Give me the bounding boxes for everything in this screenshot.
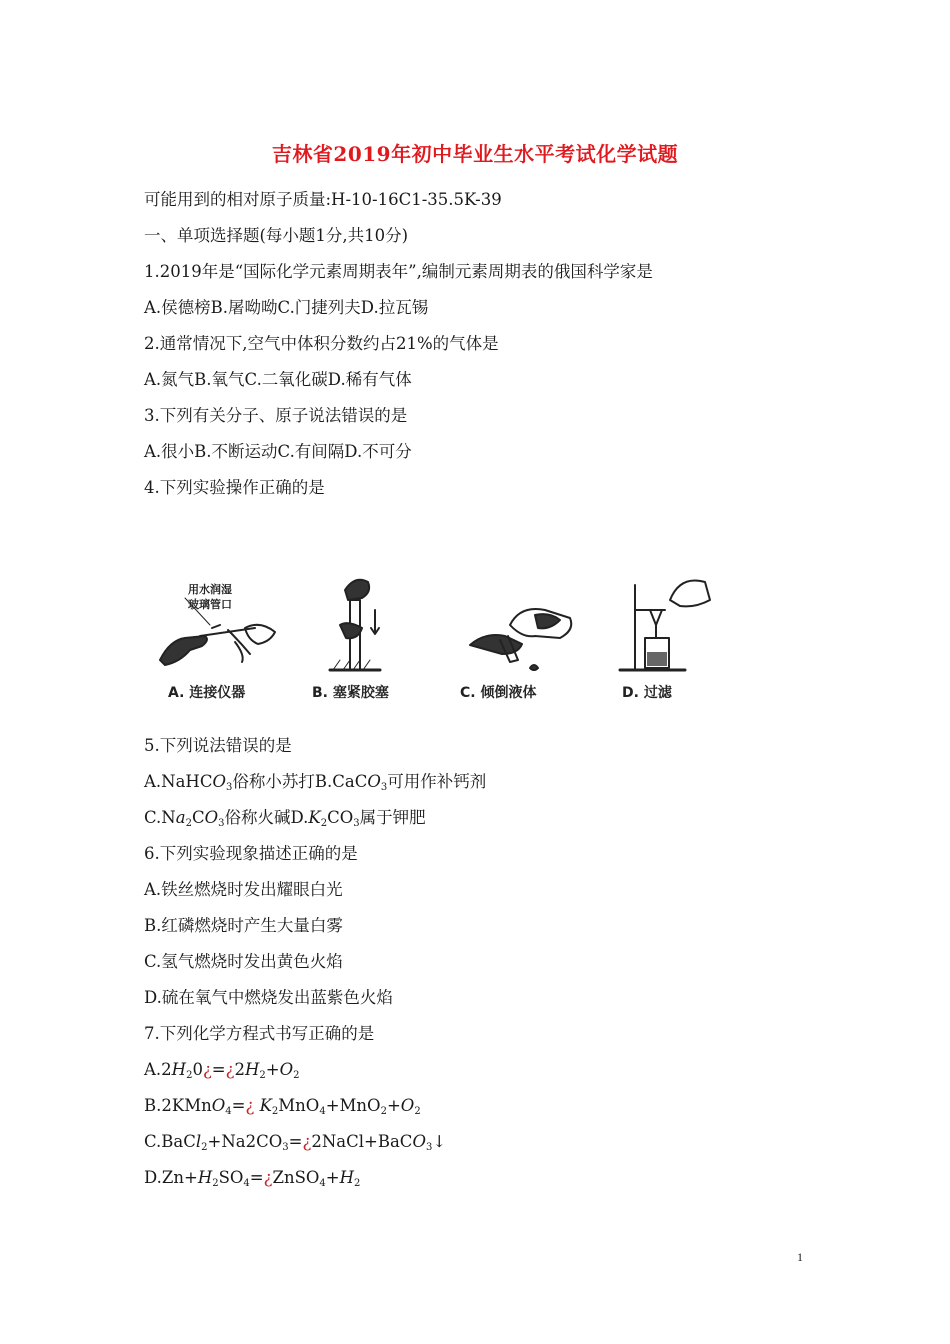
q6-option-a: A.铁丝燃烧时发出耀眼白光: [144, 880, 343, 899]
atomic-mass-note: 可能用到的相对原子质量:H-10-16C1-35.5K-39: [144, 190, 502, 209]
figure-note-line2: 玻璃管口: [188, 598, 232, 611]
q1-options: A.侯德榜B.屠呦呦C.门捷列夫D.拉瓦锡: [144, 298, 429, 317]
q7-option-c: $C.BaCl_2+Na2CO_3=¿2NaCl+BaCO_3↓$: [144, 1132, 447, 1153]
figure-note: [188, 582, 232, 612]
q3-stem: 3.下列有关分子、原子说法错误的是: [144, 406, 408, 425]
q5-line1: A.NaHCO$_3$俗称小苏打B.CaCO$_3$可用作补钙剂: [144, 772, 487, 793]
q2-options: A.氮气B.氧气C.二氧化碳D.稀有气体: [144, 370, 412, 389]
q6-option-c: C.氢气燃烧时发出黄色火焰: [144, 952, 343, 971]
figure-note-line1: 用水润湿: [188, 583, 232, 596]
q4-figure: [150, 570, 730, 705]
caption-c: C. 倾倒液体: [460, 685, 537, 701]
caption-d: D. 过滤: [622, 685, 672, 701]
page-title: 吉林省2019年初中毕业生水平考试化学试题: [271, 142, 679, 166]
q2-stem: 2.通常情况下,空气中体积分数约占21%的气体是: [144, 334, 499, 353]
q4-stem: 4.下列实验操作正确的是: [144, 478, 325, 497]
q7-option-a: $A.2H_20¿=¿2H_2+O_2$: [144, 1060, 300, 1081]
q7-stem: 7.下列化学方程式书写正确的是: [144, 1024, 375, 1043]
q1-stem: 1.2019年是“国际化学元素周期表年”,编制元素周期表的俄国科学家是: [144, 262, 653, 281]
q5-line2: $C.Na_2CO_3$俗称火碱$D.K_2CO_3$属于钾肥: [144, 808, 426, 829]
stopper-drawing: [330, 580, 380, 670]
q6-option-d: D.硫在氧气中燃烧发出蓝紫色火焰: [144, 988, 393, 1007]
section-heading: 一、单项选择题(每小题1分,共10分): [144, 226, 409, 245]
q6-option-b: B.红磷燃烧时产生大量白雾: [144, 916, 343, 935]
filtration-drawing: [620, 580, 710, 670]
caption-b: B. 塞紧胶塞: [312, 685, 389, 701]
page-number: 1: [797, 1250, 803, 1264]
q3-options: A.很小B.不断运动C.有间隔D.不可分: [144, 442, 412, 461]
q7-option-d: $D.Zn+H_2SO_4=¿ZnSO_4+H_2$: [144, 1168, 361, 1189]
q5-stem: 5.下列说法错误的是: [144, 736, 292, 755]
q7-option-b: B.2KMnO$_4$=¿ $K_2MnO_4+MnO_2+O_2$: [144, 1096, 421, 1117]
pour-liquid-drawing: [470, 609, 571, 670]
q6-stem: 6.下列实验现象描述正确的是: [144, 844, 358, 863]
caption-a: A. 连接仪器: [168, 685, 246, 701]
